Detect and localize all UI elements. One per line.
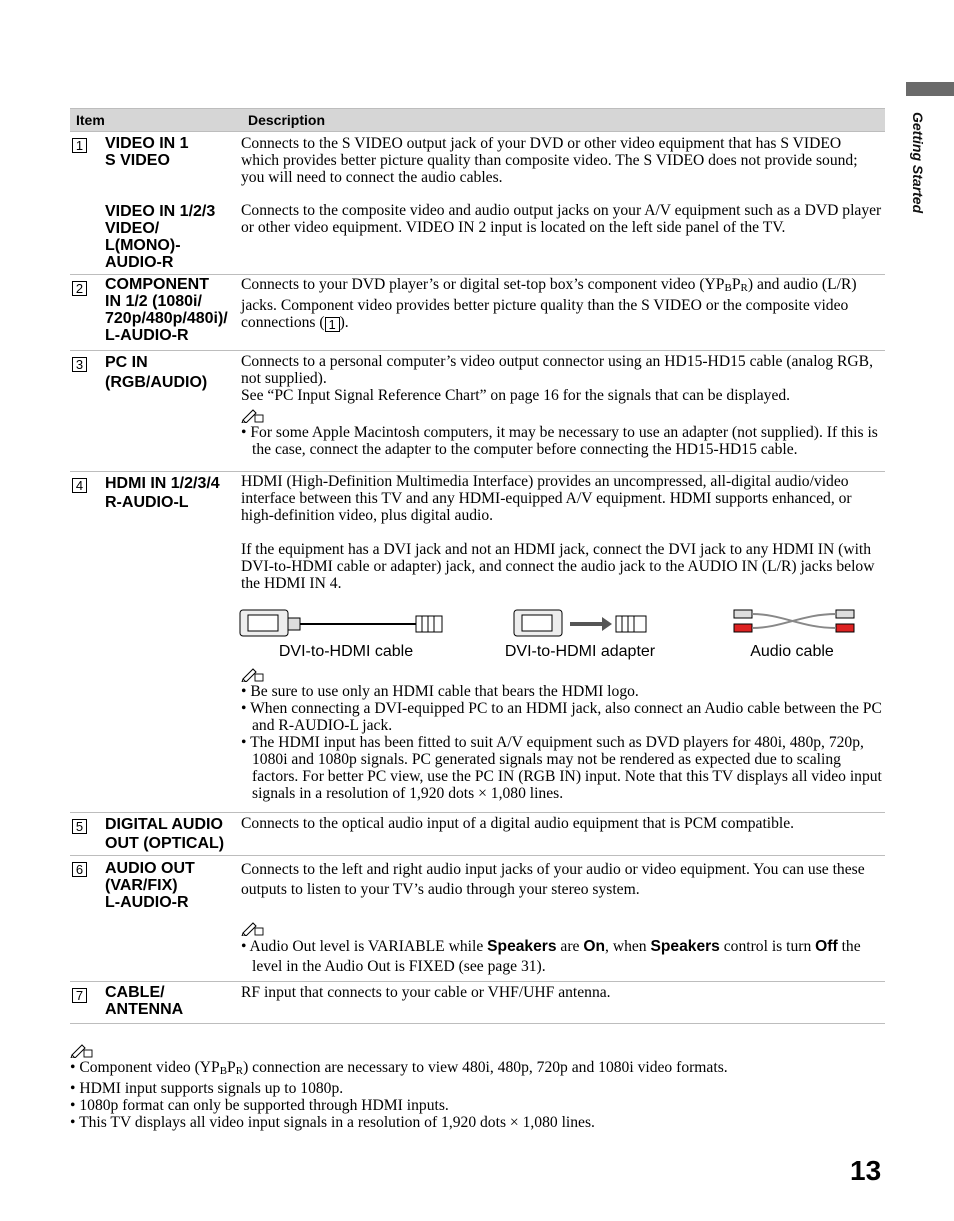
- audio-cable-icon: [732, 606, 858, 638]
- item-notes: • Audio Out level is VARIABLE while Speakers are On, when Speakers control is turn Off the level in the Audio Out is FIXED (see page 31).: [241, 920, 883, 977]
- table-row: [70, 856, 885, 982]
- item-number: 3: [72, 357, 87, 372]
- item-description: HDMI (High-Definition Multimedia Interface) provides an uncompressed, all-digital audio/video interface between this TV and any HDMI-equipped A/V equipment. HDMI supports enhanced, or high-definition video, plus digital audio. If the equipment has a DVI jack and not an HDMI jack, connect the DVI jack to any HDMI IN (with DVI-to-HDMI cable or adapter) jack, and connect the audio jack to the AUDIO IN (L/R) jacks below the HDMI IN 4.: [241, 473, 875, 592]
- table-header: [70, 108, 885, 132]
- section-tab-marker: [906, 82, 954, 96]
- item-label: COMPONENT IN 1/2 (1080i/ 720p/480p/480i)/ L-AUDIO-R: [105, 276, 228, 344]
- audio-cable-caption: Audio cable: [750, 643, 834, 660]
- item-description: Connects to the left and right audio input jacks of your audio or video equipment. You can use these outputs to listen to your TV’s audio through your stereo system.: [241, 861, 865, 898]
- adapter-caption: DVI-to-HDMI adapter: [504, 643, 656, 660]
- item-number: 6: [72, 862, 87, 877]
- table-row: [70, 275, 885, 351]
- cable-caption: DVI-to-HDMI cable: [278, 643, 414, 660]
- pencil-note-icon: [241, 920, 265, 936]
- header-description: Description: [248, 112, 326, 128]
- section-side-label: Getting Started: [910, 112, 926, 214]
- item-label: VIDEO IN 1 S VIDEO: [105, 135, 189, 169]
- item-description: Connects to your DVD player’s or digital set-top box’s component video $(YP_BP_R)$ and audio (L/R) jacks. Component video provides better picture quality than the S VIDEO or the composite video connections ( 1 ).: [241, 276, 857, 332]
- item-label: DIGITAL AUDIO OUT (OPTICAL): [105, 816, 225, 852]
- item-label: CABLE/ ANTENNA: [105, 984, 184, 1018]
- item-description: Connects to a personal computer’s video output connector using an HD15-HD15 cable (analog RGB, not supplied). See “PC Input Signal Reference Chart” on page 16 for the signals that can be displayed. • For some Apple Macintosh computers, it may be necessary to use an adapter (not supplied). If this is the case, connect the adapter to the computer before connecting the HD15-HD15 cable.: [241, 353, 878, 458]
- item-number: 7: [72, 988, 87, 1003]
- item-label: AUDIO OUT (VAR/FIX) L-AUDIO-R: [105, 860, 195, 911]
- dvi-hdmi-adapter-icon: [512, 606, 652, 642]
- item-description: Connects to the S VIDEO output jack of your DVD or other video equipment that has S VIDEO which provides better picture quality than composite video. The S VIDEO does not provide sound; you will need to connect the audio cables.: [241, 135, 858, 186]
- connections-table: [70, 108, 885, 1024]
- item-number: 1: [72, 138, 87, 153]
- table-row: [70, 472, 885, 813]
- header-item: Item: [76, 112, 105, 128]
- table-row: [70, 982, 885, 1024]
- item-label: VIDEO IN 1/2/3 VIDEO/ L(MONO)- AUDIO-R: [105, 203, 216, 271]
- item-ref-box: 1: [325, 317, 340, 332]
- pencil-note-icon: [70, 1042, 94, 1058]
- item-number: 4: [72, 478, 87, 493]
- item-description: Connects to the optical audio input of a digital audio equipment that is PCM compatible.: [241, 815, 795, 832]
- item-label: HDMI IN 1/2/3/4 R-AUDIO-L: [105, 475, 220, 511]
- pencil-note-icon: [241, 407, 265, 423]
- item-notes: • Be sure to use only an HDMI cable that bears the HDMI logo. • When connecting a DVI-equipped PC to an HDMI jack, also connect an Audio cable between the PC and R-AUDIO-L jack. • The HDMI input has been fitted to suit A/V equipment such as DVD players for 480i, 480p, 720p, 1080i and 1080p signals. PC generated signals may not be rendered as expected due to scaling factors. For better PC view, use the PC IN (RGB IN) input. Note that this TV displays all video input signals in a resolution of 1,920 dots × 1,080 lines.: [241, 666, 883, 802]
- item-number: 5: [72, 819, 87, 834]
- item-label: PC IN (RGB/AUDIO): [105, 354, 208, 391]
- table-row: [70, 351, 885, 472]
- pencil-note-icon: [241, 666, 265, 682]
- table-row: [70, 813, 885, 856]
- item-number: 2: [72, 281, 87, 296]
- dvi-hdmi-cable-icon: [238, 606, 450, 642]
- table-row: [70, 132, 885, 275]
- item-description: Connects to the composite video and audio output jacks on your A/V equipment such as a DVD player or other video equipment. VIDEO IN 2 input is located on the left side panel of the TV.: [241, 202, 882, 236]
- page-number: 13: [850, 1155, 882, 1186]
- footnotes: • Component video $(YP_BP_R)$ connection are necessary to view 480i, 480p, 720p and 1080i video formats. • HDMI input supports signals up to 1080p. • 1080p format can only be supported through HDMI inputs. • This TV displays all video input signals in a resolution of 1,920 dots × 1,080 lines.: [70, 1042, 885, 1131]
- item-description: RF input that connects to your cable or VHF/UHF antenna.: [241, 984, 611, 1001]
